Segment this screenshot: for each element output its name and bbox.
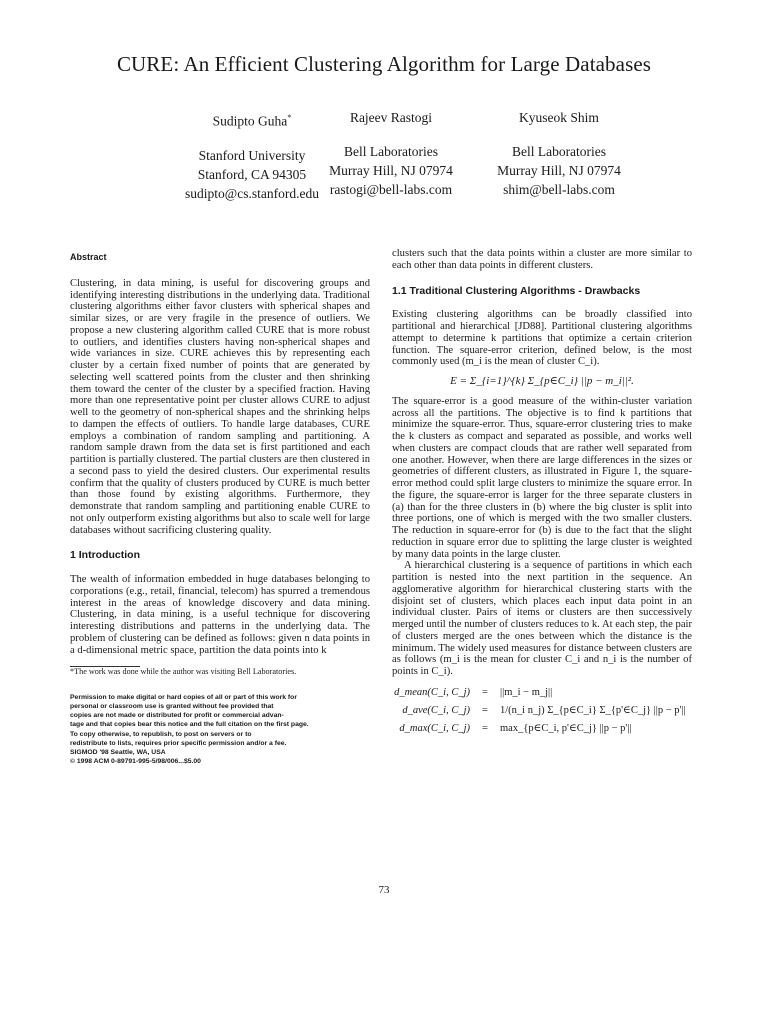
author-name: Kyuseok Shim (519, 110, 599, 125)
abstract-heading: Abstract (70, 252, 107, 262)
author-email: rastogi@bell-labs.com (329, 182, 453, 197)
author-email: sudipto@cs.stanford.edu (185, 185, 319, 201)
equation-square-error: E = Σ_{i=1}^{k} Σ_{p∈C_i} ||p − m_i||². (450, 375, 634, 387)
page-number: 73 (378, 884, 390, 896)
paper-title: CURE: An Efficient Clustering Algorithm for Large Databases (116, 52, 652, 76)
author-affiliation: Stanford University (198, 147, 306, 163)
author-address: Stanford, CA 94305 (197, 166, 307, 182)
paragraph-1: Existing clustering algorithms can be broadly classified into partitional and hierarchical [JD88]. Partitional clustering algorithms attempt to determine k partitions that optimize a certain criterion function. The square-error criterion, defined below, is the most commonly used (m_i is the mean of cluster C_i). (392, 309, 692, 368)
right-column (392, 248, 692, 738)
author-email: shim@bell-labs.com (503, 182, 615, 197)
intro-heading: 1 Introduction (70, 549, 140, 562)
distance-equations (392, 684, 692, 738)
author-name: Sudipto Guha* (212, 113, 292, 129)
author-name: Rajeev Rastogi (349, 110, 433, 125)
equation-row: d_max(C_i, C_j) = max_{p∈C_i, p'∈C_j} ||p − p'|| (399, 722, 632, 734)
author-block-3 (444, 108, 674, 199)
intro-text: The wealth of information embedded in huge databases belonging to corporations (e.g., retail, financial, telecom) has spurred a tremendous interest in the areas of knowledge discovery and data mining. Clustering, in data mining, is a useful technique for discovering interesting distributions and patterns in the underlying data. The problem of clustering can be defined as follows: given n data points in a d-dimensional metric space, partition the data points into k (70, 574, 370, 656)
paragraph-3: A hierarchical clustering is a sequence of partitions in which each partition is nested into the next partition in the sequence. An agglomerative algorithm for hierarchical clustering starts with the disjoint set of clusters, which places each input data point in an individual cluster. Pairs of items or clusters are then successively merged until the number of clusters reduces to k. At each step, the pair of clusters merged are the ones between which the distance is the minimum. The widely used measures for distance between clusters are as follows (m_i is the mean for cluster C_i and n_i is the number of points in C_i). (392, 560, 692, 677)
footnote: *The work was done while the author was visiting Bell Laboratories. (70, 667, 297, 677)
continued-text: clusters such that the data points within a cluster are more similar to each other than data points in different clusters. (392, 248, 692, 271)
author-address: Murray Hill, NJ 07974 (497, 163, 621, 178)
left-column (70, 248, 370, 766)
equation-row: d_mean(C_i, C_j) = ||m_i − m_j|| (394, 686, 553, 698)
subsection-heading: 1.1 Traditional Clustering Algorithms - Drawbacks (392, 284, 641, 297)
abstract-text: Clustering, in data mining, is useful for discovering groups and identifying interesting distributions in the underlying data. Traditional clustering algorithms either favor clusters with spherical shapes and similar sizes, or are very fragile in the presence of outliers. We propose a new clustering algorithm called CURE that is more robust to outliers, and identifies clusters having non-spherical shapes and wide variances in size. CURE achieves this by representing each cluster by a certain fixed number of points that are generated by selecting well scattered points from the cluster and then shrinking them toward the center of the cluster by a specified fraction. Having more than one representative point per cluster allows CURE to adjust well to the geometry of non-spherical shapes and the shrinking helps to dampen the effects of outliers. To handle large databases, CURE employs a combination of random sampling and partitioning. A random sample drawn from the data set is first partitioned and each partition is partially clustered. The partial clusters are then clustered in a second pass to yield the desired clusters. Our experimental results confirm that the quality of clusters produced by CURE is much better than those found by existing algorithms. Furthermore, they demonstrate that random sampling and partitioning enable CURE to not only outperform existing algorithms but also to scale well for large databases without sacrificing clustering quality. (70, 277, 370, 536)
author-address: Murray Hill, NJ 07974 (329, 163, 453, 178)
equation-row: d_ave(C_i, C_j) = 1/(n_i n_j) Σ_{p∈C_i} Σ_{p'∈C_j} ||p − p'|| (402, 704, 686, 716)
author-affiliation: Bell Laboratories (343, 144, 439, 159)
paragraph-2: The square-error is a good measure of the within-cluster variation across all the partitions. The objective is to find k partitions that minimize the square-error. Thus, square-error clustering tries to make the k clusters as compact and separated as possible, and works well when clusters are compact clouds that are rather well separated from one another. However, when there are large differences in the sizes or geometries of different clusters, as illustrated in Figure 1, the square-error method could split large clusters to minimize the square error. In the figure, the square-error is larger for the three separate clusters in (a) than for the three clusters in (b) where the big cluster is split into three portions, one of which is merged with the two smaller clusters. The reduction in square-error for (b) is due to the fact that the slight reduction in square error due to splitting the large cluster is weighted by many data points in the large cluster. (392, 395, 692, 560)
author-affiliation: Bell Laboratories (511, 144, 607, 159)
permission-notice: Permission to make digital or hard copies of all or part of this work for personal or classroom use is granted without fee provided that copies are not made or distributed for profit or commercial advan- tage and that copies bear this notice and the full citation on the first page. To copy otherwise, to republish, to post on servers or to redistribute to lists, requires prior specific permission and/or a fee. SIGMOD '98 Seattle, WA, USA © 1998 ACM 0-89791-995-5/98/006...$5.00 (70, 693, 309, 766)
